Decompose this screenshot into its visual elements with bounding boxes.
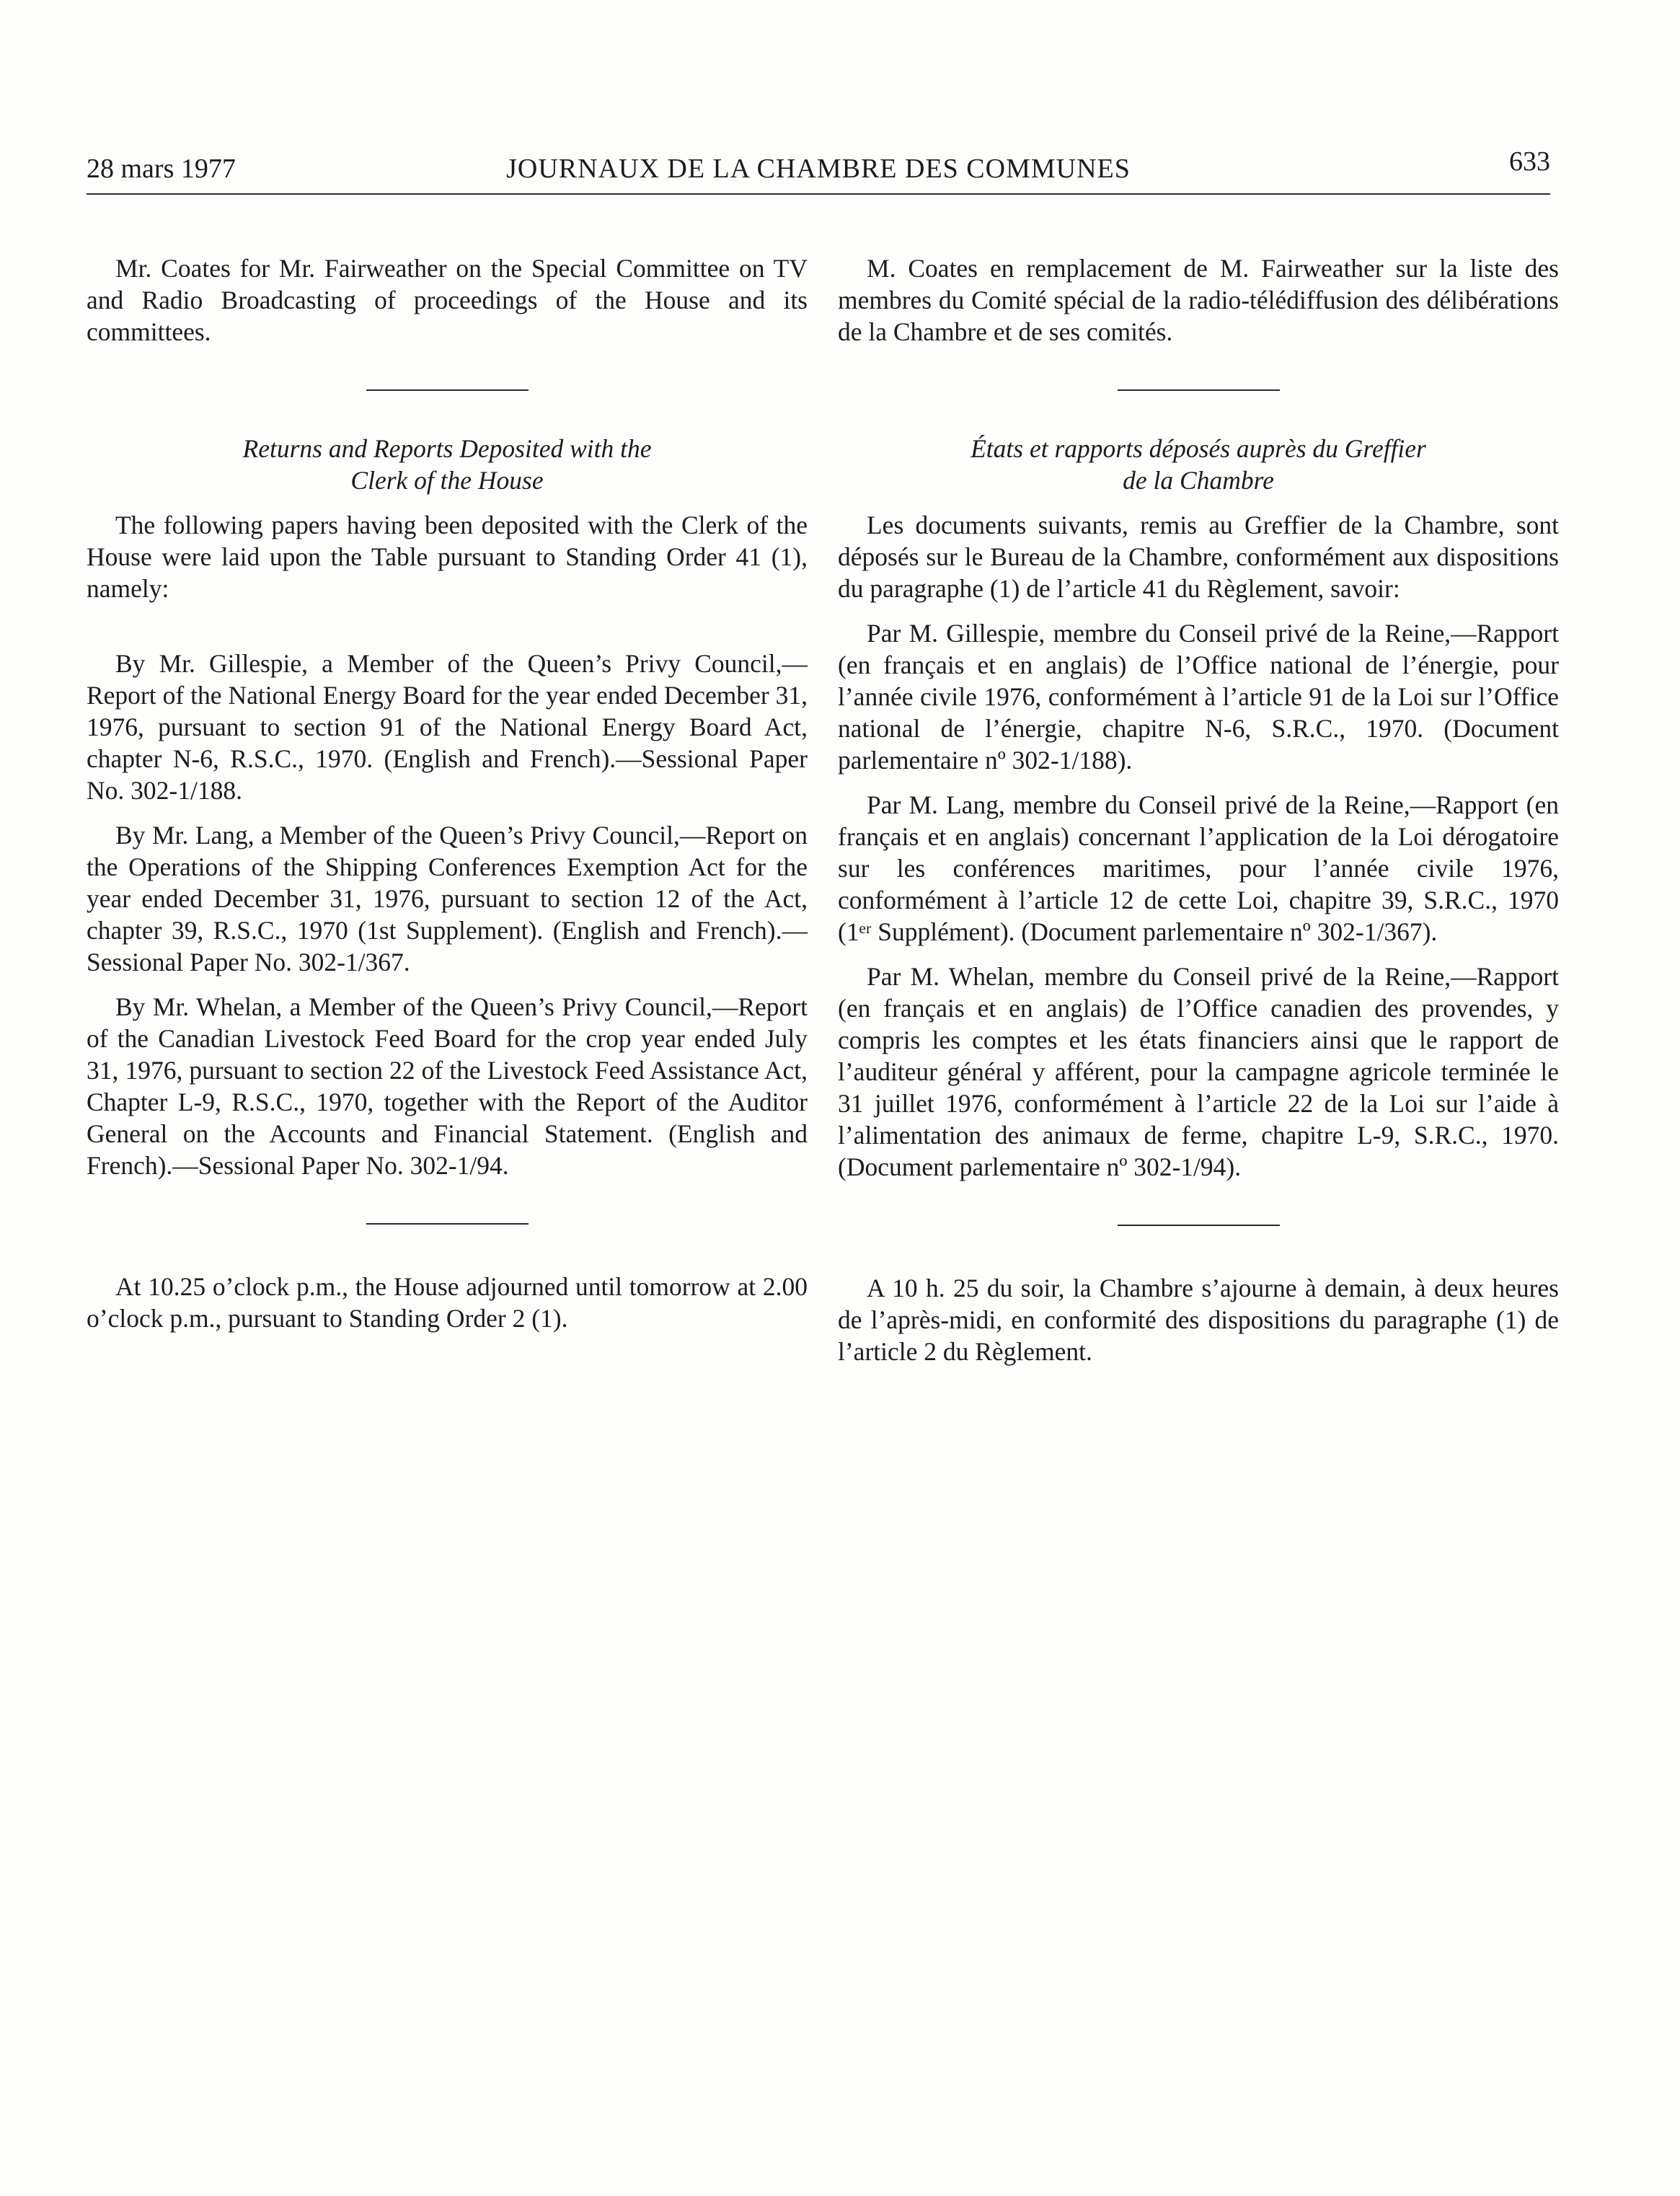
section-heading-line-1: Returns and Reports Deposited with the <box>242 434 652 463</box>
section-heading <box>87 433 808 496</box>
paper-entry-lang: Par M. Lang, membre du Conseil privé de la Reine,—Rapport (en français et en anglais) concernant l’application de la Loi dérogatoire sur les conférences maritimes, pour l’année civile 1976, conformément à l’article 12 de cette Loi, chapitre 39, S.R.C., 1970 (1ᵉʳ Supplément). (Document parlementaire nº 302-1/367). <box>838 790 1559 946</box>
page-header <box>87 146 1550 195</box>
paper-entry-gillespie: By Mr. Gillespie, a Member of the Queen’s Privy Council,—Report of the National Energy Board for the year ended December 31, 1976, pursuant to section 91 of the National Energy Board Act, chapter N-6, R.S.C., 1970. (English and French).—Sessional Paper No. 302-1/188. <box>87 649 808 805</box>
section-heading-line-2: Clerk of the House <box>350 466 544 495</box>
paper-entry-whelan: Par M. Whelan, membre du Conseil privé de la Reine,—Rapport (en français et en anglais) de l’Office canadien des provendes, y compris les comptes et les états financiers ainsi que le rapport de l’auditeur général y afférent, pour la campagne agricole terminée le 31 juillet 1976, conformément à l’article 22 de la Loi sur l’aide à l’alimentation des animaux de ferme, chapitre L-9, S.R.C., 1970. (Document parlementaire nº 302-1/94). <box>838 962 1559 1181</box>
committee-substitution-text: Mr. Coates for Mr. Fairweather on the Special Committee on TV and Radio Broadcasting of proceedings of the House and its committees. <box>87 254 808 346</box>
deposited-papers-intro: The following papers having been deposited with the Clerk of the House were laid upon the Table pursuant to Standing Order 41 (1), namely: <box>87 511 808 603</box>
section-heading <box>838 433 1559 496</box>
deposited-papers-intro: Les documents suivants, remis au Greffier de la Chambre, sont déposés sur le Bureau de la Chambre, conformément aux dispositions du paragraphe (1) de l’article 41 du Règlement, savoir: <box>838 511 1559 603</box>
paper-entry-whelan: By Mr. Whelan, a Member of the Queen’s Privy Council,—Report of the Canadian Livestock Feed Board for the crop year ended July 31, 1976, pursuant to section 22 of the Livestock Feed Assistance Act, Chapter L-9, R.S.C., 1970, together with the Report of the Auditor General on the Accounts and Financial Statement. (English and French).—Sessional Paper No. 302-1/94. <box>87 992 808 1180</box>
paper-entry-gillespie: Par M. Gillespie, membre du Conseil privé de la Reine,—Rapport (en français et en anglais) de l’Office national de l’énergie, pour l’année civile 1976, conformément à l’article 91 de la Loi sur l’Office national de l’énergie, chapitre N-6, S.R.C., 1970. (Document parlementaire nº 302-1/188). <box>838 619 1559 775</box>
adjournment-text: A 10 h. 25 du soir, la Chambre s’ajourne à demain, à deux heures de l’après-midi, en conformité des dispositions du paragraphe (1) de l’article 2 du Règlement. <box>838 1274 1559 1366</box>
section-heading-line-2: de la Chambre <box>1123 466 1274 495</box>
adjournment-text: At 10.25 o’clock p.m., the House adjourned until tomorrow at 2.00 o’clock p.m., pursuant to Standing Order 2 (1). <box>87 1272 808 1333</box>
committee-substitution-text: M. Coates en remplacement de M. Fairweather sur la liste des membres du Comité spécial de la radio-télédiffusion des délibérations de la Chambre et de ses comités. <box>838 254 1559 346</box>
header-title: JOURNAUX DE LA CHAMBRE DES COMMUNES <box>506 154 1131 184</box>
english-column <box>87 252 808 1334</box>
page-number: 633 <box>1509 146 1550 177</box>
french-column <box>838 252 1559 1367</box>
header-date: 28 mars 1977 <box>87 154 236 184</box>
paper-entry-lang: By Mr. Lang, a Member of the Queen’s Privy Council,—Report on the Operations of the Shipping Conferences Exemption Act for the year ended December 31, 1976, pursuant to section 12 of the Act, chapter 39, R.S.C., 1970 (1st Supplement). (English and French).—Sessional Paper No. 302-1/367. <box>87 821 808 976</box>
section-heading-line-1: États et rapports déposés auprès du Greffier <box>971 434 1426 463</box>
